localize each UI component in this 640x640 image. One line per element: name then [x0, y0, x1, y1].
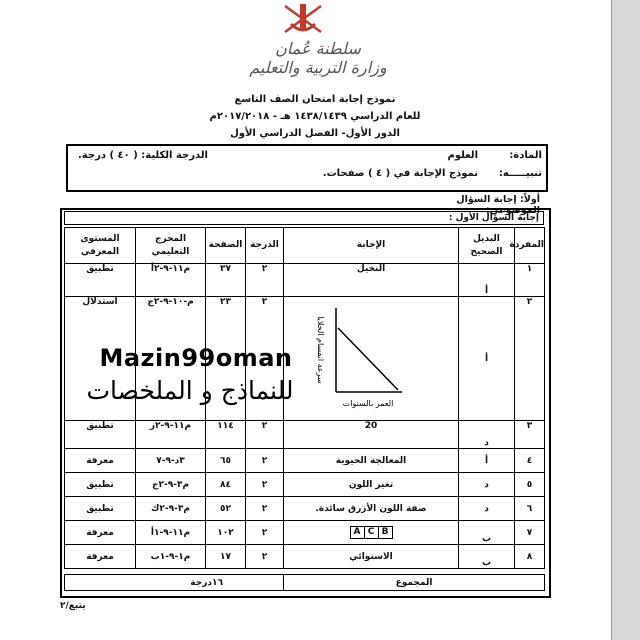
row-option: د [459, 421, 515, 449]
row-grade: ٢ [246, 545, 284, 569]
cell-growth-graph [306, 300, 416, 410]
header-answer: الإجابة [284, 228, 459, 264]
row-level: معرفة [65, 449, 136, 473]
question-subtitle: إجابة السؤال الأول : [64, 211, 544, 225]
row-outcome: ٣د-٩-٧ [136, 449, 206, 473]
table-row [65, 521, 545, 545]
row-grade: ٢ [246, 449, 284, 473]
row-page: ٦٥ [206, 449, 246, 473]
row-level: معرفة [65, 521, 136, 545]
row-item: ٤ [515, 449, 545, 473]
row-item: ٢ [515, 297, 545, 421]
graph-y-label: سرعة انقسام الخلايا [316, 316, 325, 384]
row-level: تطبيق [65, 421, 136, 449]
row-level: معرفة [65, 545, 136, 569]
row-page: ٨٤ [206, 473, 246, 497]
row-option: ب [459, 545, 515, 569]
row-option: أ [459, 449, 515, 473]
row-page: ١١٤ [206, 421, 246, 449]
header-grade: الدرجة [246, 228, 284, 264]
info-box [66, 144, 548, 192]
row-answer: المعالجة الحيوية [284, 449, 459, 473]
row-grade: ٢ [246, 297, 284, 421]
total-value: ١٦درجة [65, 575, 284, 591]
table-row [65, 264, 545, 297]
row-outcome: م٣-٩-٢ك [136, 497, 206, 521]
table-row [65, 421, 545, 449]
continue-note: يتبع/٢ [60, 601, 86, 611]
row-option: د [459, 497, 515, 521]
note-label: تنبيـــــه: [498, 168, 542, 179]
row-grade: ٢ [246, 473, 284, 497]
total-grade: الدرجة الكلية: ( ٤٠ ) درجة. [78, 150, 208, 161]
session: الدور الأول- الفصل الدراسي الأول [230, 128, 400, 139]
header-outcome: المخرج التعليمي [136, 228, 206, 264]
row-item: ٧ [515, 521, 545, 545]
table-row [65, 545, 545, 569]
row-level: تطبيق [65, 473, 136, 497]
ministry-line1: سلطنة عُمان [275, 39, 361, 58]
table-row [65, 473, 545, 497]
subject-label: المادة: [509, 150, 542, 161]
subject-value: العلوم [447, 150, 478, 161]
graph-decline-line [338, 328, 398, 390]
row-level: تطبيق [65, 264, 136, 297]
row-answer: صفة اللون الأزرق سائدة. [284, 497, 459, 521]
row-item: ٨ [515, 545, 545, 569]
option-boxes [350, 526, 393, 539]
option-box: B [378, 527, 392, 538]
row-answer: تغير اللون [284, 473, 459, 497]
header-option: البديل الصحيح [459, 228, 515, 264]
row-option: أ [459, 264, 515, 297]
row-answer-boxes [284, 521, 459, 545]
row-answer: 20 [284, 421, 459, 449]
row-option: أ [459, 297, 515, 421]
option-box: C [364, 527, 378, 538]
row-outcome: م٣-٩-٢ج [136, 473, 206, 497]
scroll-margin [612, 0, 640, 640]
row-grade: ٢ [246, 521, 284, 545]
row-level: تطبيق [65, 497, 136, 521]
header-item: المفردة [515, 228, 545, 264]
row-option: ب [459, 521, 515, 545]
watermark-handle: Mazin99oman [99, 344, 293, 372]
oman-emblem-icon [277, 2, 329, 38]
ministry-line2: وزارة التربية والتعليم [249, 58, 387, 77]
total-label: المجموع [284, 575, 545, 591]
row-grade: ٢ [246, 421, 284, 449]
header-page: الصفحة [206, 228, 246, 264]
header-level: المستوى المعرفي [65, 228, 136, 264]
table-row [65, 497, 545, 521]
row-outcome: م١١-٩-٢ز [136, 421, 206, 449]
watermark-slogan: للنماذج و الملخصات [86, 376, 294, 405]
academic-year: للعام الدراسي ١٤٣٨/١٤٣٩ هـ - ٢٠١٧/٢٠١٨م [209, 111, 421, 122]
row-page: ١٧ [206, 545, 246, 569]
row-item: ٥ [515, 473, 545, 497]
row-outcome: م١-٩-١ب [136, 545, 206, 569]
row-grade: ٢ [246, 264, 284, 297]
row-option: د [459, 473, 515, 497]
row-answer: الاستوائي [284, 545, 459, 569]
total-table [64, 574, 545, 591]
row-level: استدلال [65, 297, 136, 421]
row-page: ١٠٢ [206, 521, 246, 545]
row-outcome: م١١-٩-١أ [136, 521, 206, 545]
row-item: ٦ [515, 497, 545, 521]
table-header-row [65, 228, 545, 264]
row-grade: ٢ [246, 497, 284, 521]
row-page: ٢٣ [206, 297, 246, 421]
row-page: ٥٢ [206, 497, 246, 521]
row-answer: النخيل [284, 264, 459, 297]
row-outcome: م١١-٩-٢أ [136, 264, 206, 297]
row-item: ١ [515, 264, 545, 297]
row-page: ٣٧ [206, 264, 246, 297]
note-value: نموذج الإجابة في ( ٤ ) صفحات. [322, 168, 478, 179]
row-outcome: م-١٠-٩-٢ج [136, 297, 206, 421]
option-box: A [353, 527, 361, 537]
exam-title: نموذج إجابة امتحان الصف التاسع [234, 94, 396, 105]
row-item: ٣ [515, 421, 545, 449]
section-title: أولاً: إجابة السؤال الموضوعي: [456, 194, 540, 216]
table-row [65, 449, 545, 473]
graph-x-label: العمر بالسنوات [342, 399, 394, 408]
